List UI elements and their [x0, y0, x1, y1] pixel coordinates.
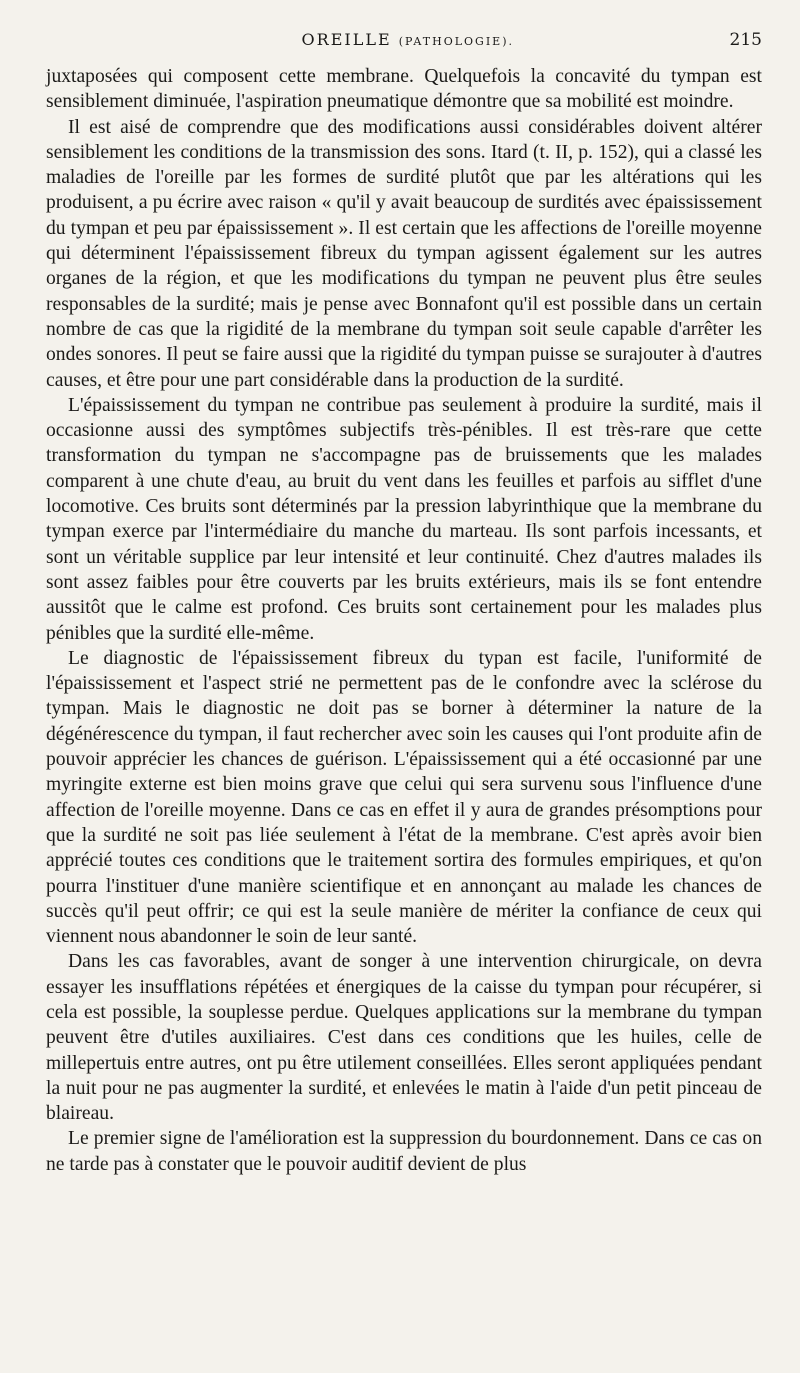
paragraph: Dans les cas favorables, avant de songer à une intervention chirurgicale, on devra essayer les insufflations répétées et énergiques de la caisse du tympan pour récupérer, si cela est possible, la souplesse perdue. Quelques applications sur la membrane du tympan peuvent être d'utiles auxiliaires. C'est dans ces conditions que les huiles, celle de millepertuis entre autres, ont pu être utilement conseillées. Elles seront appliquées pendant la nuit pour ne pas augmenter la surdité, et enlevées le matin à l'aide d'un petit pinceau de blaireau. [46, 951, 762, 1125]
page-number: 215 [729, 30, 762, 50]
paragraph-continued: juxtaposées qui composent cette membrane. Quelquefois la concavité du tympan est sensiblement diminuée, l'aspiration pneumatique démontre que sa mobilité est moindre. [46, 66, 762, 113]
running-title [302, 30, 514, 49]
paragraph: Il est aisé de comprendre que des modifications aussi considérables doivent altérer sensiblement les conditions de la transmission des sons. Itard (t. II, p. 152), qui a classé les maladies de l'oreille par les formes de surdité plutôt que par les altérations qui les produisent, a pu écrire avec raison « qu'il y avait beaucoup de surdités avec épaississement du tympan et peu par épaississement ». Il est certain que les affections de l'oreille moyenne qui déterminent l'épaississement fibreux du tympan agissent également sur les autres organes de la région, et que les modifications du tympan ne peuvent plus être seules responsables de la surdité; mais je pense avec Bonnafont qu'il est possible dans un certain nombre de cas que la rigidité de la membrane du tympan soit seule capable d'arrêter les ondes sonores. Il peut se faire aussi que la rigidité du tympan puisse se surajouter à d'autres causes, et être pour une part considérable dans la production de la surdité. [46, 116, 762, 391]
paragraph: Le diagnostic de l'épaississement fibreux du typan est facile, l'uniformité de l'épaississement et l'aspect strié ne permettent pas de le confondre avec la sclérose du tympan. Mais le diagnostic ne doit pas se borner à déterminer la nature de la dégénérescence du tympan, il faut rechercher avec soin les causes qui l'ont produite afin de pouvoir apprécier les chances de guérison. L'épaississement qui a été occasionné par une myringite externe est bien moins grave que celui qui sera survenu sous l'influence d'une affection de l'oreille moyenne. Dans ce cas en effet il y aura de grandes présomptions pour que la surdité ne soit pas liée seulement à l'état de la membrane. C'est après avoir bien apprécié toutes ces conditions que le traitement sortira des formules empiriques, et qu'on pourra l'instituer d'une manière scientifique et en annonçant au malade les chances de succès qu'il peut offrir; ce qui est la seule manière de mériter la confiance de ceux qui viennent nous abandonner le soin de leur santé. [46, 647, 762, 948]
paragraph: L'épaississement du tympan ne contribue pas seulement à produire la surdité, mais il occasionne aussi des symptômes subjectifs très-pénibles. Il est très-rare que cette transformation du tympan ne s'accompagne pas de bruissements que les malades comparent à une chute d'eau, au bruit du vent dans les feuilles et parfois au sifflet d'une locomotive. Ces bruits sont déterminés par la pression labyrinthique que la membrane du tympan exerce par l'intermédiaire du manche du marteau. Ils sont parfois incessants, et sont un véritable supplice par leur intensité et leur continuité. Chez d'autres malades ils sont assez faibles pour être couverts par les bruits extérieurs, mais ils se font entendre aussitôt que le calme est profond. Ces bruits sont certainement pour les malades plus pénibles que la surdité elle-même. [46, 394, 762, 644]
running-title-main: OREILLE [301, 30, 392, 49]
running-head [46, 30, 762, 64]
body-text [46, 64, 762, 1177]
running-title-subtitle: (PATHOLOGIE). [398, 35, 514, 48]
paragraph: Le premier signe de l'amélioration est la suppression du bourdonnement. Dans ce cas on ne tarde pas à constater que le pouvoir auditif devient de plus [46, 1128, 762, 1175]
